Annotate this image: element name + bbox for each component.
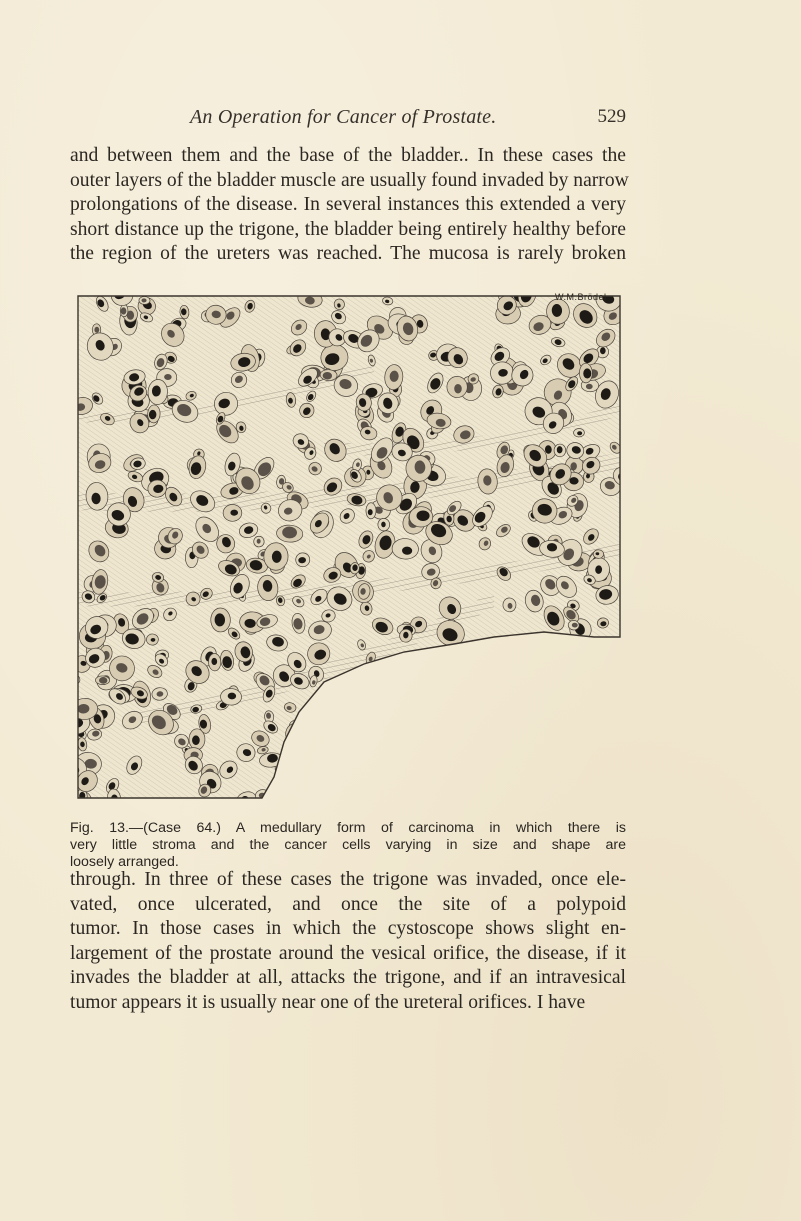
- cancer-cell: [356, 774, 377, 796]
- cancer-cell: [584, 757, 619, 792]
- cancer-cell: [374, 714, 389, 733]
- cancer-cell: [210, 608, 230, 632]
- cancer-cell: [395, 653, 422, 675]
- cancer-cell: [397, 739, 422, 758]
- text-line: invades the bladder at all, attacks the trigone, and if an intravesical: [70, 967, 626, 988]
- illustrator-signature: W.M.Brödel: [555, 292, 607, 302]
- cancer-cell: [220, 688, 242, 705]
- cancer-cell: [416, 779, 436, 799]
- cancer-cell: [375, 713, 394, 728]
- cancer-cell: [264, 543, 289, 571]
- cancer-cell: [457, 645, 474, 661]
- cancer-cell: [467, 643, 489, 668]
- cancer-cell: [342, 756, 379, 793]
- cancer-cell: [547, 724, 575, 743]
- cancer-cell: [481, 651, 494, 663]
- cancer-cell: [579, 363, 592, 383]
- cancer-cell: [548, 713, 575, 738]
- cancer-cell: [366, 503, 376, 519]
- cancer-cell: [518, 782, 540, 802]
- cancer-cell: [450, 748, 462, 760]
- cancer-cell: [461, 671, 487, 698]
- cancer-cell: [366, 705, 394, 734]
- cancer-cell: [572, 723, 594, 745]
- cancer-cell: [425, 703, 445, 723]
- cancer-cell: [539, 732, 561, 751]
- cancer-cell: [327, 724, 362, 757]
- cancer-cell: [549, 633, 564, 647]
- caption-line: loosely arranged.: [70, 853, 179, 870]
- cancer-cell: [504, 680, 515, 696]
- cancer-cell: [499, 652, 516, 669]
- cancer-cell: [443, 784, 466, 802]
- cancer-cell: [146, 634, 159, 646]
- text-line: through. In three of these cases the trigone was invaded, once ele-: [70, 869, 626, 890]
- cancer-cell: [334, 720, 357, 744]
- cancer-cell: [593, 550, 604, 559]
- cancer-cell: [510, 655, 522, 670]
- cancer-cell: [409, 793, 424, 802]
- paragraph-bottom: [70, 868, 626, 1015]
- text-line: prolongations of the disease. In several instances this extended a very: [70, 194, 626, 215]
- cancer-cell: [503, 773, 517, 787]
- cancer-cell: [573, 428, 584, 437]
- cancer-cell: [548, 673, 579, 698]
- cancer-cell: [441, 698, 466, 722]
- cancer-cell: [399, 629, 412, 643]
- cancer-cell: [601, 748, 615, 762]
- cancer-cell: [589, 758, 615, 783]
- cancer-cell: [223, 504, 242, 521]
- cancer-cell: [120, 304, 128, 317]
- cancer-cell: [473, 772, 486, 783]
- page-number: 529: [597, 106, 626, 127]
- cancer-cell: [375, 677, 392, 694]
- cancer-cell: [448, 740, 471, 763]
- cancer-cell: [305, 732, 323, 750]
- cancer-cell: [504, 634, 532, 662]
- cancer-cell: [289, 761, 319, 785]
- cancer-cell: [405, 743, 429, 767]
- cancer-cell: [381, 690, 401, 709]
- cancer-cell: [503, 635, 519, 651]
- text-line: and between them and the base of the bladder.. In these cases the: [70, 145, 626, 166]
- cancer-cell: [353, 783, 373, 802]
- cancer-cell: [504, 648, 527, 677]
- text-line: short distance up the trigone, the bladder being entirely healthy before: [70, 218, 626, 240]
- cancer-cell: [561, 737, 591, 770]
- cancer-cell: [483, 775, 504, 796]
- cancer-cell: [493, 723, 522, 753]
- cancer-cell: [614, 681, 624, 704]
- cancer-cell: [254, 536, 264, 547]
- caption-line: very little stroma and the cancer cells varying in size and shape are: [70, 836, 626, 853]
- cancer-cell: [514, 724, 529, 741]
- cancer-cell: [384, 754, 405, 779]
- cancer-cell: [378, 518, 390, 531]
- cancer-cell: [208, 653, 221, 671]
- cancer-cell: [409, 507, 432, 527]
- cancer-cell: [444, 679, 461, 695]
- cancer-cell: [384, 752, 392, 764]
- cancer-cell: [363, 707, 383, 731]
- cancer-cell: [414, 775, 435, 795]
- cancer-cell: [506, 759, 531, 783]
- cancer-cell: [498, 679, 518, 698]
- cancer-cell: [442, 772, 459, 786]
- cancer-cell: [339, 730, 371, 759]
- cancer-cell: [568, 620, 579, 630]
- paragraph-top: [70, 144, 629, 267]
- cancer-cell: [605, 643, 624, 670]
- cancer-cell: [377, 759, 390, 770]
- cancer-cell: [446, 767, 469, 789]
- cancer-cell: [597, 723, 624, 754]
- cancer-cell: [338, 677, 358, 700]
- caption-line: Fig. 13.—(Case 64.) A medullary form of carcinoma in which there is: [70, 820, 626, 836]
- cancer-cell: [446, 705, 478, 735]
- cancer-cell: [287, 783, 310, 802]
- cancer-cell: [370, 694, 396, 720]
- cancer-cell: [484, 642, 505, 667]
- cancer-cell: [547, 755, 570, 775]
- cancer-cell: [330, 699, 344, 714]
- cancer-cell: [603, 789, 624, 802]
- cancer-cell: [468, 646, 480, 659]
- cancer-cell: [557, 665, 581, 692]
- cancer-cell: [95, 676, 109, 685]
- cancer-cell: [534, 716, 564, 747]
- figure-caption: [70, 820, 626, 870]
- text-line: tumor. In those cases in which the cystoscope shows slight en-: [70, 918, 626, 939]
- cancer-cell: [447, 376, 468, 398]
- cancer-cell: [554, 444, 566, 457]
- text-line: outer layers of the bladder muscle are usually found invaded by narrow: [70, 169, 629, 191]
- running-head-title: An Operation for Cancer of Prostate.: [190, 106, 497, 128]
- cancer-cell: [359, 663, 397, 701]
- cancer-cell: [139, 296, 150, 304]
- cancer-cell: [613, 719, 624, 735]
- cancer-cell: [557, 687, 588, 716]
- cancer-cell: [296, 728, 311, 746]
- text-line: largement of the prostate around the vesical orifice, the disease, if it: [70, 942, 626, 964]
- cancer-cell: [432, 784, 458, 802]
- cancer-cell: [471, 647, 482, 659]
- cancer-cell: [458, 677, 478, 704]
- text-line: vated, once ulcerated, and once the site of a polypoid: [70, 893, 626, 915]
- cancer-cell: [454, 645, 471, 663]
- cancer-cell: [549, 791, 563, 802]
- cancer-cell: [341, 768, 357, 782]
- text-line: the region of the ureters was reached. The mucosa is rarely broken: [70, 243, 626, 264]
- cancer-cell: [606, 708, 624, 728]
- cancer-cell: [605, 679, 624, 704]
- text-line: tumor appears it is usually near one of the ureteral orifices. I have: [70, 991, 586, 1013]
- cancer-cell: [517, 751, 544, 779]
- histology-illustration: [74, 292, 624, 802]
